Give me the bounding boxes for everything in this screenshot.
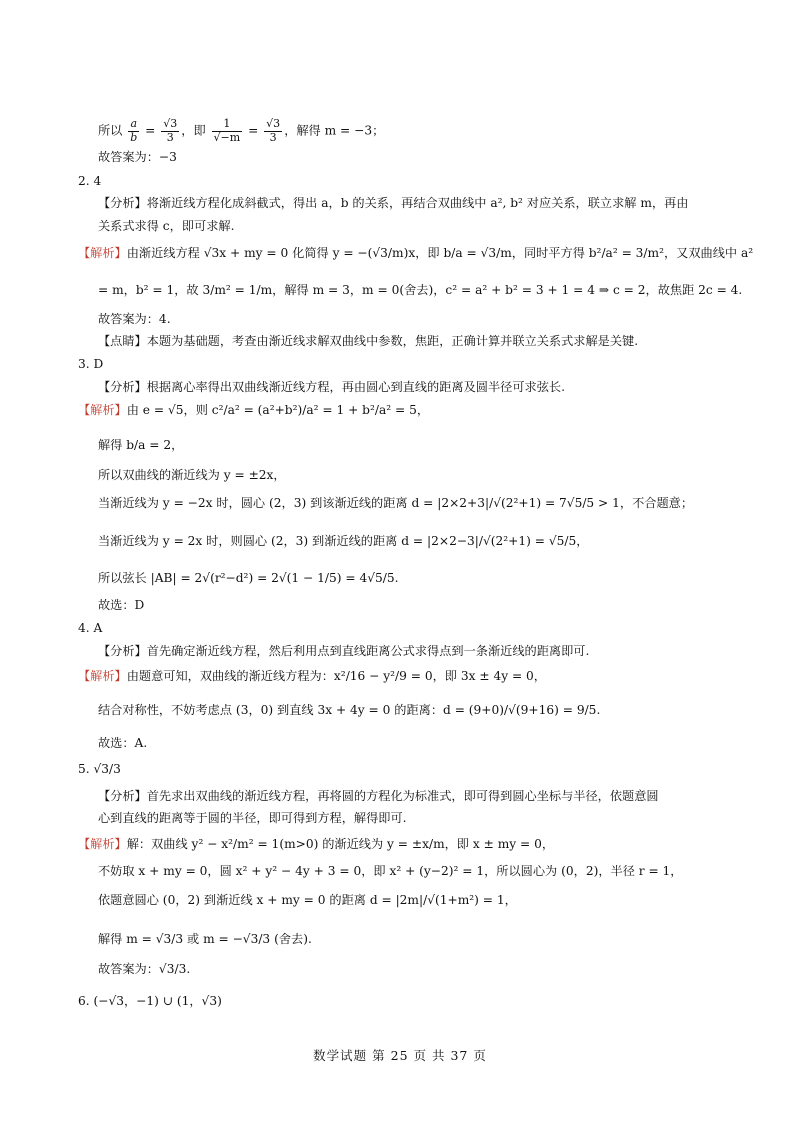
text-span: ，即	[181, 123, 210, 138]
solution-text: 由题意可知，双曲线的渐近线方程为：x²/16 − y²/9 = 0，即 3x ± 4y = 0，	[126, 669, 546, 683]
analysis-line: 【分析】将渐近线方程化成斜截式，得出 a，b 的关系，再结合双曲线中 a², b² 对应关系，联立求解 m，再由	[98, 196, 689, 210]
question-number: 4. A	[78, 621, 103, 635]
analysis-line: 【分析】首先求出双曲线的渐近线方程，再将圆的方程化为标准式，即可得到圆心坐标与半径，依题意圆	[98, 789, 659, 803]
denominator: b	[130, 130, 138, 144]
remark-line: 【点睛】本题为基础题，考查由渐近线求解双曲线中参数，焦距，正确计算并联立关系式求解是关键.	[98, 334, 639, 348]
question-number: 6. (−√3，−1) ∪ (1，√3)	[78, 994, 222, 1008]
solution-tag: 【解析】	[78, 837, 127, 851]
numerator: √3	[163, 117, 178, 130]
answer-line: 故选：D	[98, 598, 145, 612]
text-span: =	[244, 123, 263, 138]
text-span: 所以	[98, 123, 127, 138]
answer-line: 故选：A.	[98, 736, 148, 750]
solution-tag: 【解析】	[78, 669, 127, 683]
solution-tag: 【解析】	[78, 246, 127, 260]
numerator: a	[128, 118, 139, 132]
fraction	[161, 118, 179, 144]
denominator: 3	[269, 130, 277, 144]
question-number: 3. D	[78, 357, 104, 371]
analysis-line: 【分析】首先确定渐近线方程，然后利用点到直线距离公式求得点到一条渐近线的距离即可.	[98, 644, 590, 658]
solution-line: 解得 m = √3/3 或 m = −√3/3 (舍去).	[98, 932, 312, 946]
numerator: 1	[212, 118, 243, 132]
fraction	[128, 118, 139, 144]
solution-line: 所以弦长 |AB| = 2√(r²−d²) = 2√(1 − 1/5) = 4√5/5.	[98, 571, 399, 585]
answer-line: 故答案为：4.	[98, 312, 171, 326]
solution-tag: 【解析】	[78, 403, 127, 417]
text-line	[98, 118, 736, 144]
solution-line	[78, 246, 754, 261]
solution-line	[78, 669, 736, 684]
solution-line: = m，b² = 1，故 3/m² = 1/m，解得 m = 3，m = 0(舍去)，c² = a² + b² = 3 + 1 = 4 ⇒ c = 2，故焦距 2c = 4.	[98, 283, 743, 297]
solution-text: 由渐近线方程 √3x + my = 0 化简得 y = −(√3/m)x，即 b/a = √3/m，同时平方得 b²/a² = 3/m²，又双曲线中 a²	[126, 246, 754, 260]
question-number: 2. 4	[78, 174, 102, 188]
solution-line: 结合对称性，不妨考虑点 (3，0) 到直线 3x + 4y = 0 的距离：d = (9+0)/√(9+16) = 9/5.	[98, 703, 601, 717]
denominator: √−m	[213, 130, 241, 144]
solution-line: 解得 b/a = 2，	[98, 438, 184, 452]
text-span: ，解得 m = −3；	[284, 123, 385, 138]
fraction	[212, 118, 243, 144]
fraction	[264, 118, 282, 144]
solution-line	[78, 403, 736, 418]
answer-line: 故答案为：−3	[98, 150, 177, 164]
solution-line: 当渐近线为 y = 2x 时，则圆心 (2，3) 到渐近线的距离 d = |2×2−3|/√(2²+1) = √5/5，	[98, 534, 589, 548]
page-footer: 数学试题 第 25 页 共 37 页	[313, 1048, 487, 1063]
solution-text: 解：双曲线 y² − x²/m² = 1(m>0) 的渐近线为 y = ±x/m，即 x ± my = 0，	[126, 837, 555, 851]
solution-line: 所以双曲线的渐近线为 y = ±2x，	[98, 468, 286, 482]
analysis-line: 【分析】根据离心率得出双曲线渐近线方程，再由圆心到直线的距离及圆半径可求弦长.	[98, 380, 565, 394]
numerator: √3	[266, 117, 281, 130]
solution-line: 不妨取 x + my = 0，圆 x² + y² − 4y + 3 = 0，即 x² + (y−2)² = 1，所以圆心为 (0，2)，半径 r = 1，	[98, 864, 683, 878]
solution-line: 当渐近线为 y = −2x 时，圆心 (2，3) 到该渐近线的距离 d = |2×2+3|/√(2²+1) = 7√5/5 > 1，不合题意；	[98, 496, 694, 510]
solution-text: 由 e = √5，则 c²/a² = (a²+b²)/a² = 1 + b²/a² = 5，	[126, 403, 430, 417]
question-number: 5. √3/3	[78, 762, 121, 776]
analysis-line: 心到直线的距离等于圆的半径，即可得到方程，解得即可.	[98, 811, 407, 825]
text-span: =	[141, 123, 160, 138]
solution-line: 依题意圆心 (0，2) 到渐近线 x + my = 0 的距离 d = |2m|/√(1+m²) = 1，	[98, 893, 517, 907]
solution-line	[78, 837, 736, 852]
denominator: 3	[166, 130, 174, 144]
analysis-line: 关系式求得 c，即可求解.	[98, 219, 235, 233]
answer-line: 故答案为：√3/3.	[98, 962, 191, 976]
